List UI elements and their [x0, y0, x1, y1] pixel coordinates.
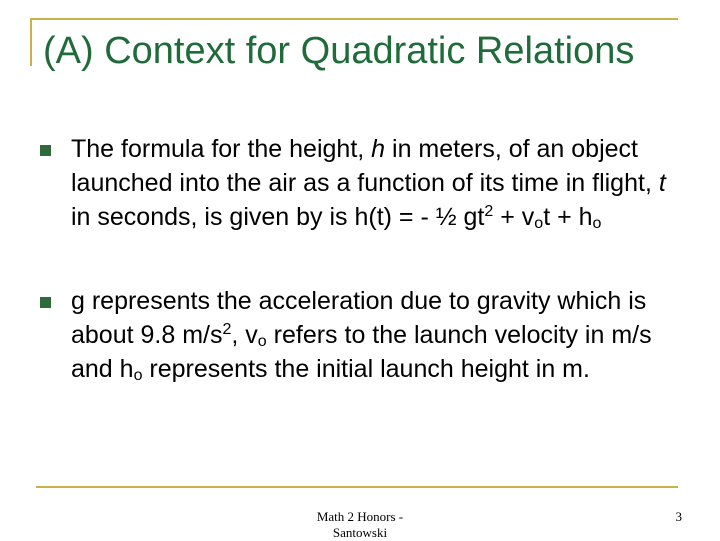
footer-text: Math 2 Honors - Santowski	[316, 509, 404, 540]
bullet1-text-d: + v	[493, 203, 535, 231]
bullet2-text-c: refers to the launch velocity in m/s and h	[71, 321, 652, 383]
bullet1-exponent: 2	[484, 203, 494, 220]
slide-title: (A) Context for Quadratic Relations	[43, 30, 635, 72]
bullet1-text-c: in seconds, is given by is h(t) = - ½ gt	[71, 203, 485, 231]
footer-divider	[36, 486, 678, 488]
bullet1-text-e: t + h	[543, 203, 593, 231]
square-bullet-icon	[40, 145, 51, 156]
bullet2-text-b: , v	[231, 321, 258, 349]
square-bullet-icon	[40, 297, 51, 308]
bullet2-subscript-v: o	[257, 333, 267, 350]
page-number: 3	[675, 509, 682, 524]
top-border-line	[30, 18, 678, 20]
bullet1-h-variable: h	[371, 135, 386, 163]
bullet1-subscript-v: o	[534, 215, 544, 232]
bullet2-text-a: g represents the acceleration due to gravity which is about 9.8 m/s	[71, 287, 647, 349]
bullet2-exponent: 2	[222, 321, 232, 338]
bullet-list	[40, 132, 680, 386]
bullet1-text-a: The formula for the height,	[71, 135, 372, 163]
left-border-line	[30, 18, 32, 66]
bullet1-text-b: in meters, of an object launched into the air as a function of its time in flight,	[71, 135, 659, 197]
bullet1-subscript-h: o	[592, 215, 602, 232]
bullet2-text-d: represents the initial launch height in m.	[142, 355, 590, 383]
bullet-item-variables	[40, 284, 680, 386]
bullet2-subscript-h: o	[133, 367, 143, 384]
bullet-item-formula	[40, 132, 680, 234]
bullet1-t-variable: t	[658, 169, 666, 197]
